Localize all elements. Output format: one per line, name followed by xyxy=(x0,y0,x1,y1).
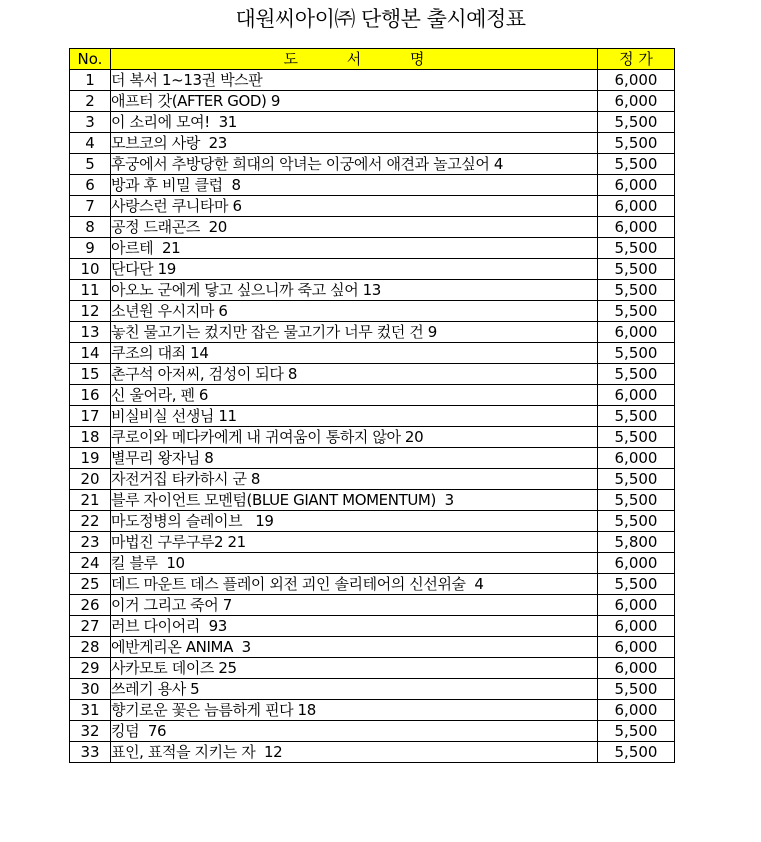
row-number: 1 xyxy=(70,70,111,91)
book-price: 5,500 xyxy=(598,679,675,700)
row-number: 15 xyxy=(70,364,111,385)
row-number: 24 xyxy=(70,553,111,574)
book-title: 에반게리온 ANIMA 3 xyxy=(111,637,598,658)
book-title: 애프터 갓(AFTER GOD) 9 xyxy=(111,91,598,112)
table-row xyxy=(70,322,675,343)
table-row xyxy=(70,196,675,217)
row-number: 17 xyxy=(70,406,111,427)
column-header-title: 도 서 명 xyxy=(111,49,598,70)
book-title: 킹덤 76 xyxy=(111,721,598,742)
book-price: 6,000 xyxy=(598,658,675,679)
table-row xyxy=(70,343,675,364)
row-number: 12 xyxy=(70,301,111,322)
row-number: 30 xyxy=(70,679,111,700)
book-title: 이거 그리고 죽어 7 xyxy=(111,595,598,616)
table-row xyxy=(70,154,675,175)
row-number: 3 xyxy=(70,112,111,133)
row-number: 25 xyxy=(70,574,111,595)
book-price: 6,000 xyxy=(598,217,675,238)
row-number: 10 xyxy=(70,259,111,280)
book-price: 5,500 xyxy=(598,259,675,280)
row-number: 26 xyxy=(70,595,111,616)
book-price: 6,000 xyxy=(598,553,675,574)
book-price: 5,500 xyxy=(598,406,675,427)
row-number: 5 xyxy=(70,154,111,175)
book-price: 6,000 xyxy=(598,385,675,406)
table-row xyxy=(70,658,675,679)
book-price: 6,000 xyxy=(598,70,675,91)
book-price: 6,000 xyxy=(598,616,675,637)
book-title: 신 울어라, 펜 6 xyxy=(111,385,598,406)
table-header-row xyxy=(70,49,675,70)
book-title: 공정 드래곤즈 20 xyxy=(111,217,598,238)
book-price: 5,500 xyxy=(598,133,675,154)
book-price: 5,500 xyxy=(598,490,675,511)
book-title: 표인, 표적을 지키는 자 12 xyxy=(111,742,598,763)
book-price: 6,000 xyxy=(598,448,675,469)
table-row xyxy=(70,721,675,742)
table-row xyxy=(70,175,675,196)
book-price: 5,500 xyxy=(598,238,675,259)
page-title: 대원씨아이㈜ 단행본 출시예정표 xyxy=(235,7,526,31)
book-title: 더 복서 1~13권 박스판 xyxy=(111,70,598,91)
table-row xyxy=(70,238,675,259)
book-title: 쓰레기 용사 5 xyxy=(111,679,598,700)
book-price: 6,000 xyxy=(598,322,675,343)
book-title: 쿠로이와 메다카에게 내 귀여움이 통하지 않아 20 xyxy=(111,427,598,448)
row-number: 31 xyxy=(70,700,111,721)
book-price: 5,500 xyxy=(598,721,675,742)
row-number: 18 xyxy=(70,427,111,448)
table-row xyxy=(70,511,675,532)
column-header-no: No. xyxy=(70,49,111,70)
book-price: 5,500 xyxy=(598,280,675,301)
table-row xyxy=(70,133,675,154)
row-number: 9 xyxy=(70,238,111,259)
book-price: 5,500 xyxy=(598,112,675,133)
table-row xyxy=(70,700,675,721)
book-title: 러브 다이어리 93 xyxy=(111,616,598,637)
book-title: 아르테 21 xyxy=(111,238,598,259)
table-row xyxy=(70,595,675,616)
table-row xyxy=(70,679,675,700)
book-title: 아오노 군에게 닿고 싶으니까 죽고 싶어 13 xyxy=(111,280,598,301)
table-row xyxy=(70,301,675,322)
book-price: 5,500 xyxy=(598,742,675,763)
book-title: 촌구석 아저씨, 검성이 되다 8 xyxy=(111,364,598,385)
book-title: 모브코의 사랑 23 xyxy=(111,133,598,154)
table-row xyxy=(70,637,675,658)
book-title: 마도정병의 슬레이브 19 xyxy=(111,511,598,532)
table-row xyxy=(70,553,675,574)
row-number: 13 xyxy=(70,322,111,343)
release-schedule-table xyxy=(69,48,675,763)
table-row xyxy=(70,490,675,511)
table-row xyxy=(70,385,675,406)
book-title: 마법진 구루구루2 21 xyxy=(111,532,598,553)
book-title: 별무리 왕자님 8 xyxy=(111,448,598,469)
row-number: 21 xyxy=(70,490,111,511)
book-price: 5,500 xyxy=(598,511,675,532)
book-title: 킬 블루 10 xyxy=(111,553,598,574)
book-price: 6,000 xyxy=(598,595,675,616)
book-title: 비실비실 선생님 11 xyxy=(111,406,598,427)
book-price: 6,000 xyxy=(598,700,675,721)
row-number: 6 xyxy=(70,175,111,196)
table-row xyxy=(70,448,675,469)
table-body xyxy=(70,70,675,763)
table-row xyxy=(70,217,675,238)
table-row xyxy=(70,532,675,553)
book-price: 5,500 xyxy=(598,154,675,175)
row-number: 14 xyxy=(70,343,111,364)
row-number: 28 xyxy=(70,637,111,658)
table-row xyxy=(70,469,675,490)
book-title: 이 소리에 모여! 31 xyxy=(111,112,598,133)
row-number: 33 xyxy=(70,742,111,763)
row-number: 32 xyxy=(70,721,111,742)
table-row xyxy=(70,406,675,427)
row-number: 19 xyxy=(70,448,111,469)
column-header-price: 정 가 xyxy=(598,49,675,70)
book-title: 후궁에서 추방당한 희대의 악녀는 이궁에서 애견과 놀고싶어 4 xyxy=(111,154,598,175)
table-row xyxy=(70,280,675,301)
row-number: 7 xyxy=(70,196,111,217)
table-row xyxy=(70,364,675,385)
row-number: 11 xyxy=(70,280,111,301)
row-number: 2 xyxy=(70,91,111,112)
table-row xyxy=(70,259,675,280)
row-number: 8 xyxy=(70,217,111,238)
book-title: 단다단 19 xyxy=(111,259,598,280)
book-title: 쿠조의 대죄 14 xyxy=(111,343,598,364)
book-title: 데드 마운트 데스 플레이 외전 괴인 솔리테어의 신선위술 4 xyxy=(111,574,598,595)
book-price: 5,500 xyxy=(598,343,675,364)
book-price: 6,000 xyxy=(598,91,675,112)
book-price: 5,500 xyxy=(598,574,675,595)
row-number: 16 xyxy=(70,385,111,406)
book-price: 5,800 xyxy=(598,532,675,553)
table-row xyxy=(70,112,675,133)
table-row xyxy=(70,427,675,448)
table-row xyxy=(70,91,675,112)
book-title: 향기로운 꽃은 늠름하게 핀다 18 xyxy=(111,700,598,721)
row-number: 20 xyxy=(70,469,111,490)
row-number: 27 xyxy=(70,616,111,637)
book-title: 사랑스런 쿠니타마 6 xyxy=(111,196,598,217)
row-number: 29 xyxy=(70,658,111,679)
book-title: 사카모토 데이즈 25 xyxy=(111,658,598,679)
book-title: 블루 자이언트 모멘텀(BLUE GIANT MOMENTUM) 3 xyxy=(111,490,598,511)
book-title: 놓친 물고기는 컸지만 잡은 물고기가 너무 컸던 건 9 xyxy=(111,322,598,343)
book-price: 5,500 xyxy=(598,469,675,490)
book-title: 방과 후 비밀 클럽 8 xyxy=(111,175,598,196)
book-price: 5,500 xyxy=(598,364,675,385)
table-row xyxy=(70,742,675,763)
book-price: 5,500 xyxy=(598,301,675,322)
row-number: 22 xyxy=(70,511,111,532)
table-row xyxy=(70,574,675,595)
row-number: 23 xyxy=(70,532,111,553)
book-price: 6,000 xyxy=(598,196,675,217)
book-price: 6,000 xyxy=(598,637,675,658)
book-price: 5,500 xyxy=(598,427,675,448)
book-title: 소년원 우시지마 6 xyxy=(111,301,598,322)
book-price: 6,000 xyxy=(598,175,675,196)
table-row xyxy=(70,616,675,637)
book-title: 자전거집 타카하시 군 8 xyxy=(111,469,598,490)
table-row xyxy=(70,70,675,91)
row-number: 4 xyxy=(70,133,111,154)
